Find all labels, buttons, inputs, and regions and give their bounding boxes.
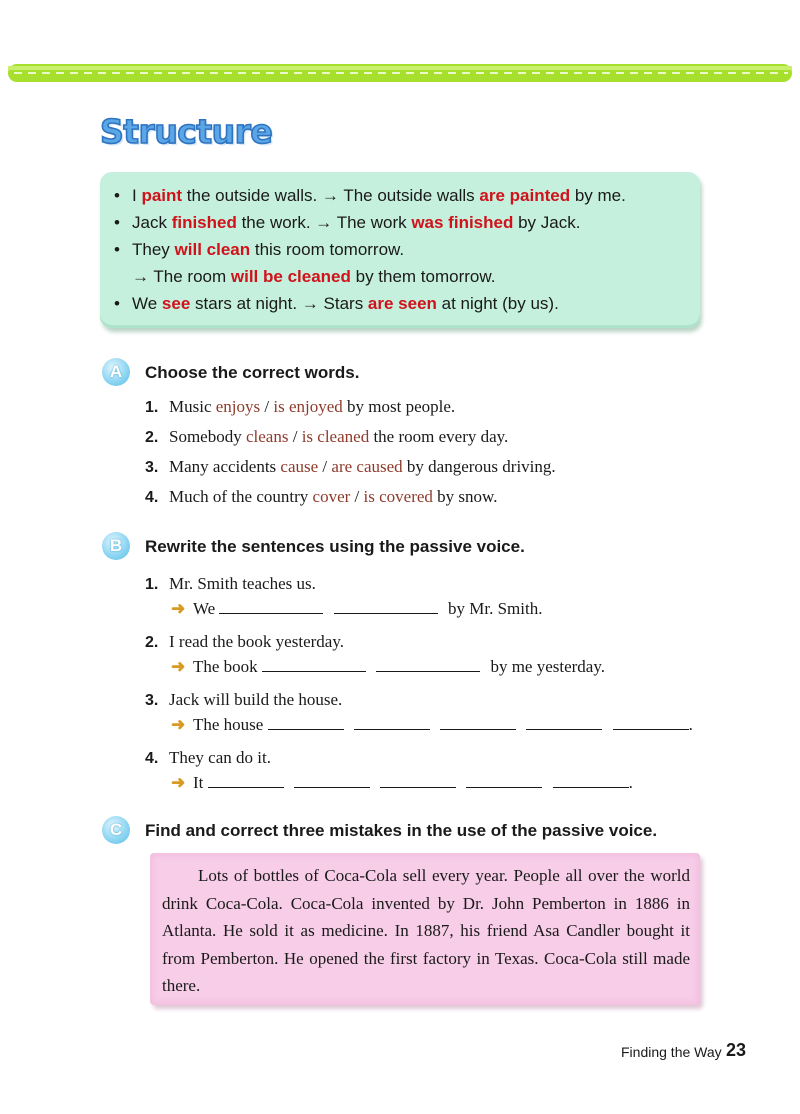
- source-sentence: Mr. Smith teaches us.: [169, 574, 316, 593]
- arrow-icon: ➜: [171, 715, 186, 734]
- answer-blank[interactable]: [354, 716, 430, 730]
- source-sentence: I read the book yesterday.: [169, 632, 344, 651]
- choice-option: are caused: [331, 457, 403, 476]
- choice-option: enjoys: [215, 397, 261, 416]
- separator: /: [288, 427, 302, 446]
- answer-blank[interactable]: [268, 716, 344, 730]
- answer-start: We: [193, 599, 216, 618]
- answer-blank[interactable]: [334, 600, 438, 614]
- bullet: •: [114, 240, 120, 259]
- highlight-verb: was finished: [411, 213, 514, 232]
- text: by them tomorrow.: [350, 267, 496, 286]
- item-number: 3.: [145, 459, 159, 476]
- footer-label: Finding the Way: [621, 1044, 722, 1060]
- section-b-heading: Rewrite the sentences using the passive voice.: [145, 537, 525, 556]
- text: Jack: [132, 213, 172, 232]
- item-number: 4.: [145, 750, 159, 767]
- answer-blank[interactable]: [553, 774, 629, 788]
- answer-blank[interactable]: [219, 600, 323, 614]
- answer-start: It: [193, 773, 204, 792]
- separator: /: [260, 397, 274, 416]
- structure-line-3: [114, 236, 686, 263]
- structure-line-4: [114, 263, 686, 290]
- exercise-b-item-3: [145, 690, 342, 710]
- exercise-a-item-1: [145, 397, 455, 417]
- highlight-verb: will clean: [174, 240, 251, 259]
- text: I: [132, 186, 142, 205]
- source-sentence: Jack will build the house.: [169, 690, 343, 709]
- item-number: 4.: [145, 489, 159, 506]
- text: Much of the country: [169, 487, 313, 506]
- text: by snow.: [432, 487, 498, 506]
- exercise-a-item-4: [145, 487, 497, 507]
- exercise-b-answer-3: [169, 715, 693, 735]
- text: the room every day.: [369, 427, 509, 446]
- exercise-a-item-3: [145, 457, 556, 477]
- answer-blank[interactable]: [294, 774, 370, 788]
- item-number: 2.: [145, 634, 159, 651]
- item-number: 1.: [145, 399, 159, 416]
- text: Music: [169, 397, 216, 416]
- text: by dangerous driving.: [402, 457, 556, 476]
- section-b-badge: B: [102, 532, 130, 560]
- exercise-a-item-2: [145, 427, 508, 447]
- answer-blank[interactable]: [380, 774, 456, 788]
- section-a-heading: Choose the correct words.: [145, 363, 360, 382]
- separator: /: [318, 457, 332, 476]
- text: the work. → The work: [236, 213, 412, 232]
- text: by most people.: [342, 397, 456, 416]
- text: by Jack.: [513, 213, 581, 232]
- page-title: Structure: [100, 112, 273, 151]
- section-c-heading: Find and correct three mistakes in the use of the passive voice.: [145, 821, 658, 840]
- exercise-b-answer-1: [169, 599, 542, 619]
- highlight-verb: paint: [141, 186, 183, 205]
- arrow-icon: ➜: [171, 657, 186, 676]
- text: the outside walls. → The outside walls: [182, 186, 480, 205]
- item-number: 3.: [145, 692, 159, 709]
- bullet: •: [114, 294, 120, 313]
- item-number: 1.: [145, 576, 159, 593]
- text: stars at night. → Stars: [190, 294, 368, 313]
- section-c-badge: C: [102, 816, 130, 844]
- answer-blank[interactable]: [262, 658, 366, 672]
- answer-blank[interactable]: [376, 658, 480, 672]
- bullet: •: [114, 186, 120, 205]
- passage-text: Lots of bottles of Coca-Cola sell every year. People all over the world drink Coca-Cola. Coca-Cola invented by Dr. John Pemberton in 1886 in Atlanta. He sold it as medicine. In 1887, his friend Asa Candler bought it from Pemberton. He opened the first factory in Texas. Coca-Cola still made there.: [162, 866, 690, 995]
- text: this room tomorrow.: [250, 240, 405, 259]
- arrow-icon: ➜: [171, 773, 186, 792]
- exercise-b-answer-2: [169, 657, 605, 677]
- item-number: 2.: [145, 429, 159, 446]
- arrow-icon: ➜: [171, 599, 186, 618]
- structure-line-5: [114, 290, 686, 317]
- choice-option: cause: [280, 457, 319, 476]
- structure-line-2: [114, 209, 686, 236]
- structure-box: [100, 172, 700, 328]
- answer-end: .: [688, 715, 693, 734]
- answer-blank[interactable]: [208, 774, 284, 788]
- choice-option: cleans: [245, 427, 289, 446]
- highlight-verb: see: [161, 294, 191, 313]
- answer-blank[interactable]: [526, 716, 602, 730]
- choice-option: is cleaned: [301, 427, 370, 446]
- highlight-verb: finished: [171, 213, 237, 232]
- exercise-b-item-2: [145, 632, 344, 652]
- highlight-verb: are painted: [479, 186, 571, 205]
- bullet: •: [114, 213, 120, 232]
- exercise-b-answer-4: [169, 773, 633, 793]
- text: by me.: [570, 186, 626, 205]
- answer-start: The book: [193, 657, 258, 676]
- decorative-top-band: [8, 62, 792, 84]
- separator: /: [350, 487, 364, 506]
- text: → The room: [132, 267, 231, 286]
- answer-end: by Mr. Smith.: [447, 599, 543, 618]
- highlight-verb: are seen: [367, 294, 437, 313]
- answer-end: .: [628, 773, 633, 792]
- page-number: 23: [726, 1040, 747, 1060]
- text: at night (by us).: [436, 294, 559, 313]
- answer-blank[interactable]: [466, 774, 542, 788]
- exercise-b-item-4: [145, 748, 271, 768]
- choice-option: is enjoyed: [273, 397, 343, 416]
- section-a-badge: A: [102, 358, 130, 386]
- choice-option: cover: [312, 487, 351, 506]
- text: Many accidents: [169, 457, 281, 476]
- structure-line-1: [114, 182, 686, 209]
- source-sentence: They can do it.: [169, 748, 271, 767]
- answer-blank[interactable]: [440, 716, 516, 730]
- answer-end: by me yesterday.: [490, 657, 605, 676]
- answer-start: The house: [193, 715, 264, 734]
- text: We: [132, 294, 162, 313]
- highlight-verb: will be cleaned: [230, 267, 351, 286]
- exercise-b-item-1: [145, 574, 316, 594]
- text: Somebody: [169, 427, 246, 446]
- choice-option: is covered: [363, 487, 433, 506]
- answer-blank[interactable]: [613, 716, 689, 730]
- text: They: [132, 240, 175, 259]
